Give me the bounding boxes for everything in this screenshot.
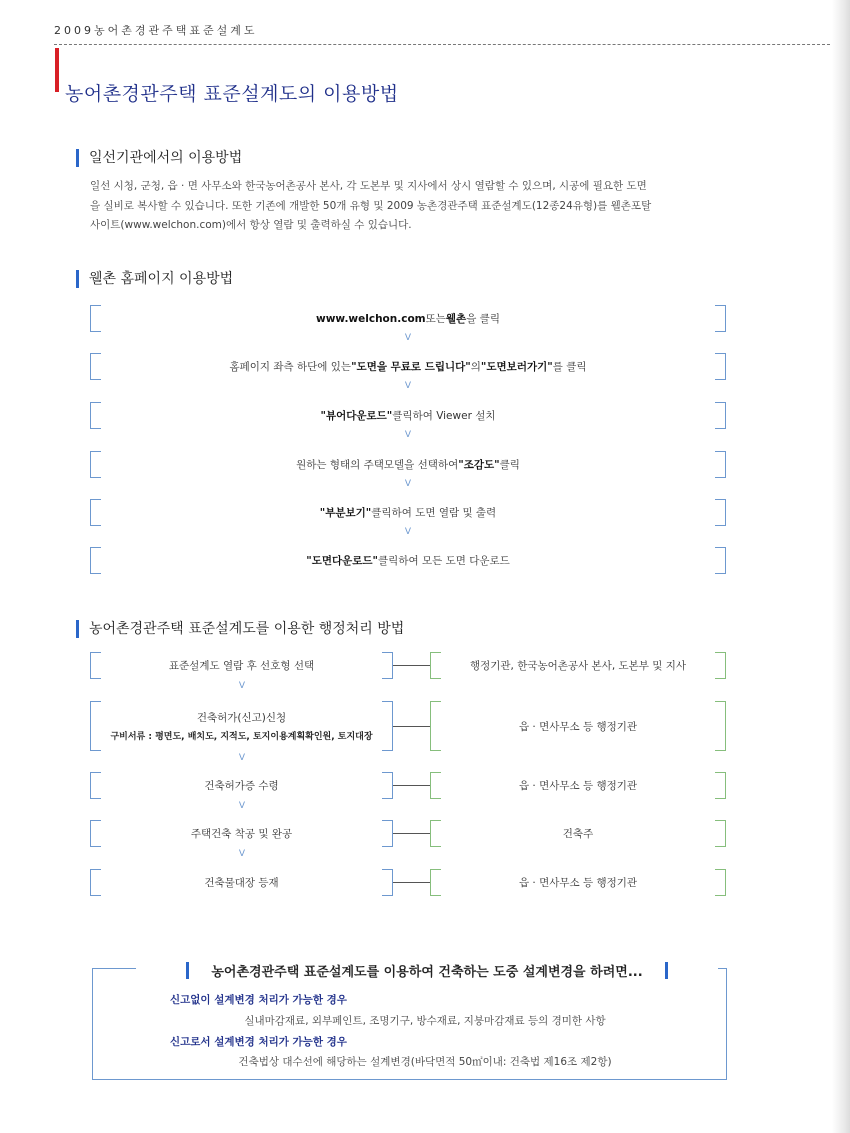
section-heading-homepage: 웰촌 홈페이지 이용방법 <box>76 270 233 288</box>
callout-subheading-1: 신고없이 설계변경 처리가 가능한 경우 <box>170 994 347 1006</box>
callout-desc-1: 실내마감재료, 외부페인트, 조명기구, 방수재료, 지붕마감재료 등의 경미한 사항 <box>244 1015 606 1027</box>
agency-line-2: 을 실비로 복사할 수 있습니다. 또한 기존에 개발한 50개 유형 및 2009 농촌경관주택 표준설계도(12종24유형)를 웰촌포탈 <box>90 199 652 212</box>
flow-arrow: V <box>238 681 246 691</box>
title-accent-bar <box>55 48 59 92</box>
flow-arrow: V <box>404 430 412 440</box>
homepage-step-6: "도면다운로드" 클릭하여 모든 도면 다운로드 <box>90 547 726 574</box>
header-dashed-rule <box>54 44 830 45</box>
required-documents: 구비서류 : 평면도, 배치도, 지적도, 토지이용계획확인원, 토지대장 <box>110 732 373 742</box>
admin-agency-box: 읍 · 면사무소 등 행정기관 <box>430 701 726 751</box>
admin-step-box: 건축허가(신고)신청 구비서류 : 평면도, 배치도, 지적도, 토지이용계획확인원, 토지대장 <box>90 701 393 751</box>
admin-connector <box>393 882 430 883</box>
callout-subheading-2: 신고로서 설계변경 처리가 가능한 경우 <box>170 1036 347 1048</box>
agency-line-3: 사이트(www.welchon.com)에서 항상 열람 및 출력하실 수 있습니다. <box>90 219 412 231</box>
flow-arrow: V <box>404 333 412 343</box>
homepage-step-2: 홈페이지 좌측 하단에 있는 "도면을 무료로 드립니다" 의 "도면보러가기" 를 클릭 <box>90 353 726 380</box>
admin-connector <box>393 833 430 834</box>
section-heading-agency: 일선기관에서의 이용방법 <box>76 149 242 167</box>
callout-desc-2: 건축법상 대수선에 해당하는 설계변경(바닥면적 50㎡이내: 건축법 제16조 제2항) <box>238 1056 612 1068</box>
callout-tick-right <box>665 962 668 979</box>
running-header: 2009농어촌경관주택표준설계도 <box>54 24 258 37</box>
section-heading-admin: 농어촌경관주택 표준설계도를 이용한 행정처리 방법 <box>76 620 404 638</box>
admin-agency-box: 행정기관, 한국농어촌공사 본사, 도본부 및 지사 <box>430 652 726 679</box>
admin-step-box: 주택건축 착공 및 완공 <box>90 820 393 847</box>
callout-tick-left <box>186 962 189 979</box>
flow-arrow: V <box>404 527 412 537</box>
admin-agency-box: 읍 · 면사무소 등 행정기관 <box>430 869 726 896</box>
admin-step-box: 건축허가증 수령 <box>90 772 393 799</box>
admin-step-box: 표준설계도 열람 후 선호형 선택 <box>90 652 393 679</box>
callout-title: 농어촌경관주택 표준설계도를 이용하여 건축하는 도중 설계변경을 하려면... <box>136 958 718 982</box>
welchon-url-text: www.welchon.com <box>316 312 426 325</box>
admin-step-box: 건축물대장 등재 <box>90 869 393 896</box>
page-title: 농어촌경관주택 표준설계도의 이용방법 <box>65 83 399 105</box>
flow-arrow: V <box>404 381 412 391</box>
admin-connector <box>393 665 430 666</box>
admin-agency-box: 읍 · 면사무소 등 행정기관 <box>430 772 726 799</box>
homepage-step-3: "뷰어다운로드" 클릭하여 Viewer 설치 <box>90 402 726 429</box>
admin-connector <box>393 726 430 727</box>
flow-arrow: V <box>238 753 246 763</box>
page-edge-shadow <box>832 0 850 1133</box>
flow-arrow: V <box>238 849 246 859</box>
agency-paragraph <box>90 177 740 236</box>
homepage-step-5: "부분보기" 클릭하여 도면 열람 및 출력 <box>90 499 726 526</box>
homepage-step-1: www.welchon.com 또는 웰촌 을 클릭 <box>90 305 726 332</box>
admin-connector <box>393 785 430 786</box>
admin-agency-box: 건축주 <box>430 820 726 847</box>
homepage-step-4: 원하는 형태의 주택모델을 선택하여 "조감도" 클릭 <box>90 451 726 478</box>
flow-arrow: V <box>404 479 412 489</box>
flow-arrow: V <box>238 801 246 811</box>
agency-line-1: 일선 시청, 군청, 읍 · 면 사무소와 한국농어촌공사 본사, 각 도본부 및 지사에서 상시 열람할 수 있으며, 시공에 필요한 도면 <box>90 180 647 192</box>
